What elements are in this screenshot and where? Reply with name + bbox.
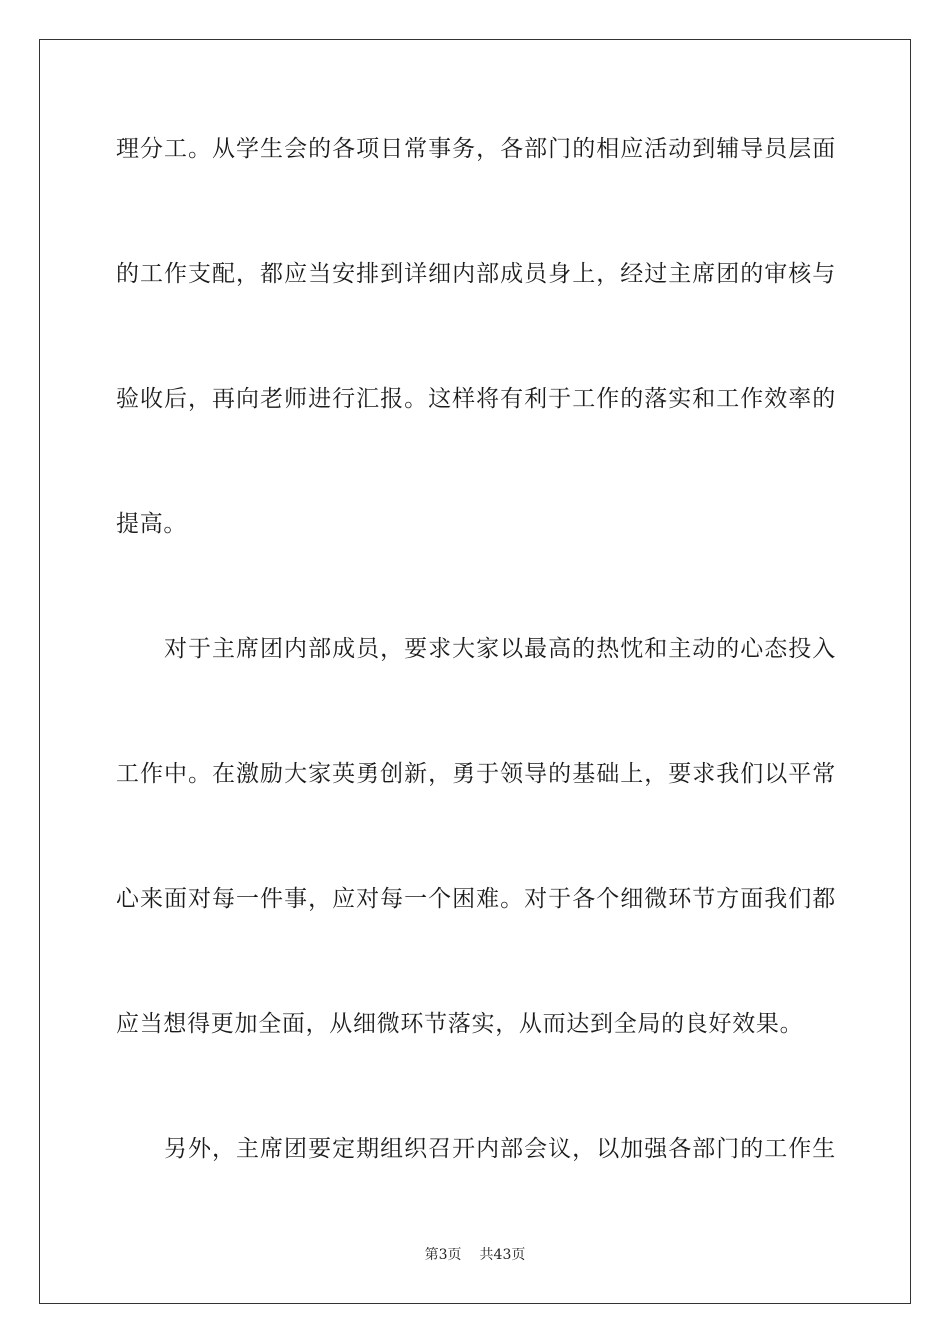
body-text-line: 的工作支配，都应当安排到详细内部成员身上，经过主席团的审核与 — [116, 261, 836, 287]
body-text-line: 心来面对每一件事，应对每一个困难。对于各个细微环节方面我们都 — [116, 886, 836, 912]
page-number: 第3页 — [424, 1247, 462, 1263]
page-total: 共43页 — [479, 1247, 526, 1263]
page-frame — [39, 39, 911, 1304]
body-text-line: 提高。 — [116, 511, 188, 537]
body-text-line: 应当想得更加全面，从细微环节落实，从而达到全局的良好效果。 — [116, 1011, 804, 1037]
page-footer — [0, 1246, 950, 1264]
body-text-line: 对于主席团内部成员，要求大家以最高的热忱和主动的心态投入 — [164, 636, 836, 662]
body-text-line: 工作中。在激励大家英勇创新，勇于领导的基础上，要求我们以平常 — [116, 761, 836, 787]
body-text-line: 理分工。从学生会的各项日常事务，各部门的相应活动到辅导员层面 — [116, 136, 836, 162]
body-text-line: 另外，主席团要定期组织召开内部会议，以加强各部门的工作生 — [164, 1136, 836, 1162]
body-text-line: 验收后，再向老师进行汇报。这样将有利于工作的落实和工作效率的 — [116, 386, 836, 412]
